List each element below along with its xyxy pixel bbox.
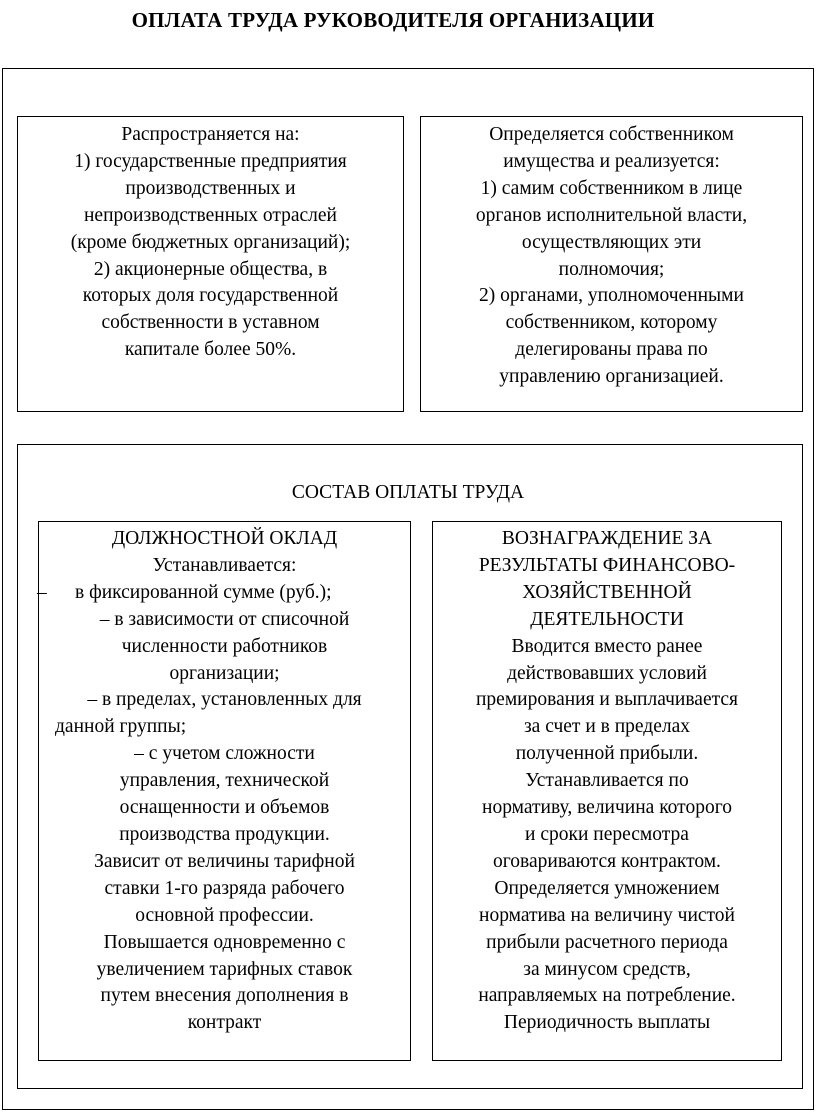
reward-heading: ВОЗНАГРАЖДЕНИЕ ЗА xyxy=(501,528,713,549)
salary-line: организации; xyxy=(169,662,280,684)
scope-box xyxy=(17,116,404,412)
salary-heading: ДОЛЖНОСТНОЙ ОКЛАД xyxy=(111,528,338,549)
salary-line-text: в фиксированной сумме (руб.); xyxy=(75,581,332,603)
determination-line: Определяется собственником xyxy=(489,124,734,145)
salary-box xyxy=(38,521,411,1061)
reward-line: Периодичность выплаты xyxy=(503,1012,711,1034)
scope-line: (кроме бюджетных организаций); xyxy=(70,231,351,253)
reward-line: полученной прибыли. xyxy=(515,743,699,765)
determination-line: делегированы права по xyxy=(515,339,708,361)
salary-line: ставки 1-го разряда рабочего xyxy=(104,877,345,899)
salary-line: – с учетом сложности xyxy=(134,743,315,765)
scope-line: собственности в уставном xyxy=(101,312,320,334)
reward-heading: РЕЗУЛЬТАТЫ ФИНАНСОВО- xyxy=(478,554,736,576)
reward-heading: ДЕЯТЕЛЬНОСТИ xyxy=(530,608,684,630)
dash-mark: – xyxy=(37,581,47,603)
salary-line: оснащенности и объемов xyxy=(119,797,330,819)
reward-line: за счет и в пределах xyxy=(523,716,691,738)
reward-line: премирования и выплачивается xyxy=(476,689,738,711)
salary-line: путем внесения дополнения в xyxy=(100,985,349,1007)
reward-line: прибыли расчетного периода xyxy=(486,931,728,953)
salary-line: производства продукции. xyxy=(119,823,330,845)
reward-line: норматива на величину чистой xyxy=(479,904,735,926)
determination-line: осуществляющих эти xyxy=(521,231,702,253)
salary-line: данной группы; xyxy=(55,716,187,738)
salary-line: управления, технической xyxy=(119,770,330,792)
reward-line: за минусом средств, xyxy=(523,958,691,980)
determination-line: 1) самим собственником в лице xyxy=(480,177,743,199)
salary-line: – в пределах, установленных для xyxy=(87,689,362,711)
reward-line: Вводится вместо ранее xyxy=(511,635,703,657)
diagram-title: ОПЛАТА ТРУДА РУКОВОДИТЕЛЯ ОРГАНИЗАЦИИ xyxy=(131,8,655,32)
reward-line: Определяется умножением xyxy=(494,877,720,899)
determination-box xyxy=(420,116,803,412)
salary-line: – в зависимости от списочной xyxy=(99,608,350,630)
salary-line: контракт xyxy=(187,1012,262,1034)
reward-line: и сроки пересмотра xyxy=(525,823,689,845)
determination-line: полномочия; xyxy=(558,258,665,280)
salary-line: основной профессии. xyxy=(135,904,314,926)
salary-line: численности работников xyxy=(121,635,328,657)
reward-line: направляемых на потребление. xyxy=(478,985,736,1007)
scope-line: 1) государственные предприятия xyxy=(74,150,347,172)
determination-line: собственником, которому xyxy=(505,312,718,334)
scope-line: Распространяется на: xyxy=(121,124,300,145)
scope-line: 2) акционерные общества, в xyxy=(93,258,328,280)
reward-line: оговариваются контрактом. xyxy=(493,850,721,872)
determination-line: управлению организацией. xyxy=(499,366,724,388)
scope-line: производственных и xyxy=(125,177,296,199)
scope-line: которых доля государственной xyxy=(82,285,339,307)
scope-line: непроизводственных отраслей xyxy=(83,204,337,226)
reward-line: нормативу, величина которого xyxy=(482,797,732,819)
determination-line: органов исполнительной власти, xyxy=(475,204,748,226)
reward-box xyxy=(432,521,782,1061)
reward-heading: ХОЗЯЙСТВЕННОЙ xyxy=(522,581,692,603)
salary-line: Зависит от величины тарифной xyxy=(94,850,355,872)
composition-title: СОСТАВ ОПЛАТЫ ТРУДА xyxy=(291,482,525,503)
reward-line: Устанавливается по xyxy=(525,770,689,792)
salary-line: Повышается одновременно с xyxy=(103,931,346,953)
salary-line: Устанавливается: xyxy=(152,554,297,576)
determination-line: имущества и реализуется: xyxy=(503,150,720,172)
salary-line: увеличением тарифных ставок xyxy=(96,958,353,980)
scope-line: капитале более 50%. xyxy=(124,339,297,361)
determination-line: 2) органами, уполномоченными xyxy=(479,285,744,307)
reward-line: действовавших условий xyxy=(507,662,707,684)
salary-line xyxy=(39,580,410,607)
